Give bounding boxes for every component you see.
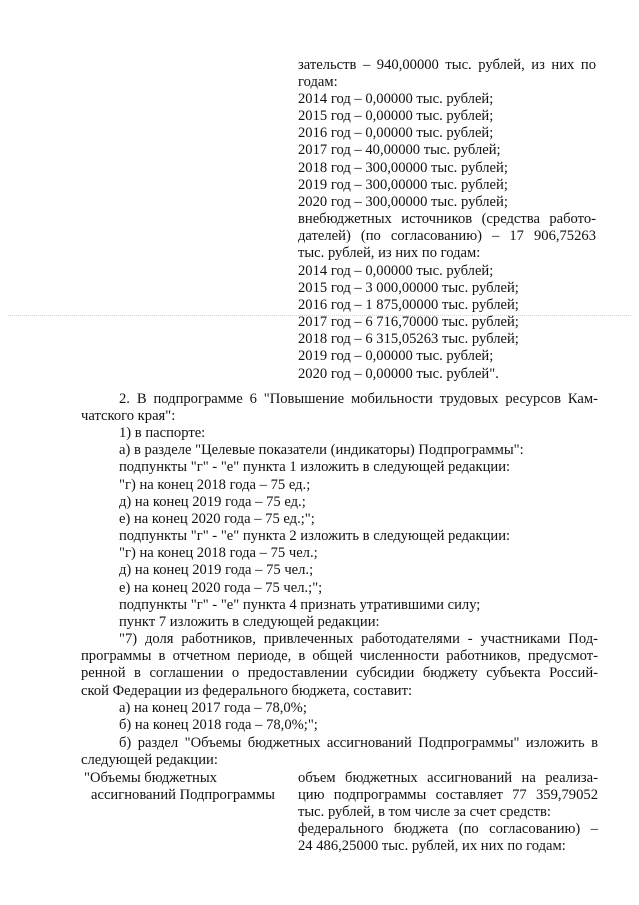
paragraph-line: подпункты "г" - "е" пункта 4 признать утратившими силу; [119,597,481,613]
funding-line: 2017 год – 6 716,70000 тыс. рублей; [298,314,519,330]
table-value-line: цию подпрограммы составляет 77 359,79052 [298,787,598,803]
paragraph-line: пункт 7 изложить в следующей редакции: [119,614,380,630]
paragraph-line: б) раздел "Объемы бюджетных ассигнований Подпрограммы" изложить в [119,735,598,751]
paragraph-line: подпункты "г" - "е" пункта 2 изложить в следующей редакции: [119,528,511,544]
paragraph-line: д) на конец 2019 года – 75 чел.; [119,562,314,578]
funding-line: 2019 год – 0,00000 тыс. рублей; [298,348,494,364]
funding-line: 2017 год – 40,00000 тыс. рублей; [298,142,501,158]
funding-line: 2018 год – 6 315,05263 тыс. рублей; [298,331,519,347]
paragraph-line: е) на конец 2020 года – 75 ед.;"; [119,511,315,527]
paragraph-line: "г) на конец 2018 года – 75 ед.; [119,477,311,493]
funding-line: внебюджетных источников (средства работо- [298,211,596,227]
paragraph-line: подпункты "г" - "е" пункта 1 изложить в следующей редакции: [119,459,511,475]
table-value-line: федерального бюджета (по согласованию) – [298,821,598,837]
paragraph-line: ренной в соглашении о предоставлении субсидии бюджету субъекта Россий- [81,665,598,681]
funding-line: 2014 год – 0,00000 тыс. рублей; [298,263,494,279]
table-value-line: объем бюджетных ассигнований на реализа- [298,770,598,786]
paragraph-line: "7) доля работников, привлеченных работодателями - участниками Под- [119,631,598,647]
table-value-line: тыс. рублей, в том числе за счет средств: [298,804,551,820]
funding-line: 2018 год – 300,00000 тыс. рублей; [298,160,508,176]
funding-line: 2015 год – 3 000,00000 тыс. рублей; [298,280,519,296]
paragraph-line: 2. В подпрограмме 6 "Повышение мобильности трудовых ресурсов Кам- [119,391,598,407]
paragraph-line: д) на конец 2019 года – 75 ед.; [119,494,306,510]
paragraph-line: а) на конец 2017 года – 78,0%; [119,700,307,716]
paragraph-line: 1) в паспорте: [119,425,206,441]
funding-line: дателей) (по согласованию) – 17 906,75263 [298,228,596,244]
paragraph-line: а) в разделе "Целевые показатели (индикаторы) Подпрограммы": [119,442,524,458]
paragraph-line: б) на конец 2018 года – 78,0%;"; [119,717,318,733]
table-value-line: 24 486,25000 тыс. рублей, их них по годам: [298,838,566,854]
funding-line: 2015 год – 0,00000 тыс. рублей; [298,108,494,124]
paragraph-line: программы в отчетном периоде, в общей численности работников, предусмот- [81,648,598,664]
paragraph-line: чатского края": [81,408,176,424]
paragraph-line: следующей редакции: [81,752,218,768]
funding-line: 2016 год – 0,00000 тыс. рублей; [298,125,494,141]
funding-line: годам: [298,74,338,90]
table-label-line: "Объемы бюджетных [84,770,217,786]
paragraph-line: ской Федерации из федерального бюджета, составит: [81,683,413,699]
paragraph-line: е) на конец 2020 года – 75 чел.;"; [119,580,323,596]
table-label-line: ассигнований Подпрограммы [91,787,275,803]
funding-line: 2019 год – 300,00000 тыс. рублей; [298,177,508,193]
funding-line: 2020 год – 0,00000 тыс. рублей". [298,366,499,382]
funding-line: 2016 год – 1 875,00000 тыс. рублей; [298,297,519,313]
paragraph-line: "г) на конец 2018 года – 75 чел.; [119,545,318,561]
funding-line: 2014 год – 0,00000 тыс. рублей; [298,91,494,107]
funding-line: тыс. рублей, из них по годам: [298,245,481,261]
funding-line: 2020 год – 300,00000 тыс. рублей; [298,194,508,210]
funding-line: зательств – 940,00000 тыс. рублей, из них по [298,57,596,73]
